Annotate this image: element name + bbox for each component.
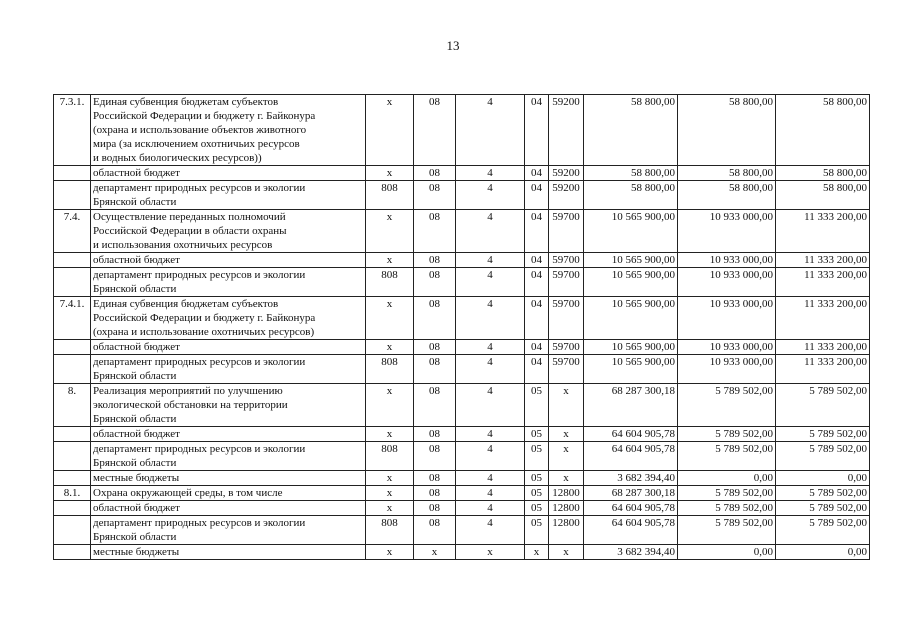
row-number-cell: 8. bbox=[54, 384, 91, 427]
section-code-cell: 08 bbox=[414, 442, 456, 471]
owner-code-cell: x bbox=[366, 471, 414, 486]
section-code-cell: 08 bbox=[414, 486, 456, 501]
item-name-line: мира (за исключением охотничьих ресурсов bbox=[93, 138, 300, 150]
row-number-cell bbox=[54, 516, 91, 545]
program-code-cell: 04 bbox=[525, 297, 549, 340]
table-row bbox=[54, 268, 870, 297]
amount-year3-cell: 11 333 200,00 bbox=[776, 297, 870, 340]
subsection-code-cell: 4 bbox=[456, 427, 525, 442]
item-name-cell bbox=[91, 166, 366, 181]
amount-year2-cell: 5 789 502,00 bbox=[678, 486, 776, 501]
owner-code-cell: x bbox=[366, 486, 414, 501]
item-name-line: департамент природных ресурсов и экологии bbox=[93, 517, 306, 529]
item-name-line: Брянской области bbox=[93, 370, 177, 382]
owner-code-cell: 808 bbox=[366, 268, 414, 297]
subsection-code-cell: 4 bbox=[456, 210, 525, 253]
subsection-code-cell: 4 bbox=[456, 355, 525, 384]
item-code-cell: x bbox=[549, 471, 584, 486]
item-name-line: областной бюджет bbox=[93, 502, 180, 514]
amount-year1-cell: 64 604 905,78 bbox=[584, 516, 678, 545]
amount-year3-cell: 11 333 200,00 bbox=[776, 253, 870, 268]
owner-code-cell: x bbox=[366, 253, 414, 268]
row-number-cell bbox=[54, 340, 91, 355]
table-row bbox=[54, 210, 870, 253]
table-row bbox=[54, 516, 870, 545]
page-number: 13 bbox=[446, 38, 460, 53]
item-name-cell bbox=[91, 545, 366, 560]
table-row bbox=[54, 471, 870, 486]
item-name-line: (охрана и использование объектов животного bbox=[93, 124, 307, 136]
amount-year2-cell: 10 933 000,00 bbox=[678, 297, 776, 340]
amount-year3-cell: 0,00 bbox=[776, 471, 870, 486]
item-name-line: департамент природных ресурсов и экологии bbox=[93, 269, 306, 281]
table-row bbox=[54, 166, 870, 181]
table-row bbox=[54, 95, 870, 166]
budget-table-body bbox=[54, 95, 870, 560]
amount-year3-cell: 5 789 502,00 bbox=[776, 501, 870, 516]
amount-year2-cell: 10 933 000,00 bbox=[678, 210, 776, 253]
item-name-cell bbox=[91, 210, 366, 253]
row-number-cell bbox=[54, 268, 91, 297]
table-row bbox=[54, 340, 870, 355]
item-code-cell: 59700 bbox=[549, 297, 584, 340]
item-name-line: Брянской области bbox=[93, 196, 177, 208]
owner-code-cell: 808 bbox=[366, 355, 414, 384]
amount-year2-cell: 10 933 000,00 bbox=[678, 340, 776, 355]
owner-code-cell: x bbox=[366, 501, 414, 516]
table-row bbox=[54, 442, 870, 471]
table-row bbox=[54, 181, 870, 210]
item-name-line: департамент природных ресурсов и экологии bbox=[93, 443, 306, 455]
amount-year1-cell: 10 565 900,00 bbox=[584, 210, 678, 253]
section-code-cell: 08 bbox=[414, 181, 456, 210]
amount-year1-cell: 58 800,00 bbox=[584, 95, 678, 166]
row-number-cell: 7.4.1. bbox=[54, 297, 91, 340]
amount-year3-cell: 5 789 502,00 bbox=[776, 442, 870, 471]
owner-code-cell: x bbox=[366, 427, 414, 442]
item-code-cell: x bbox=[549, 384, 584, 427]
owner-code-cell: 808 bbox=[366, 181, 414, 210]
table-row bbox=[54, 486, 870, 501]
program-code-cell: 04 bbox=[525, 181, 549, 210]
subsection-code-cell: 4 bbox=[456, 486, 525, 501]
program-code-cell: 04 bbox=[525, 355, 549, 384]
amount-year1-cell: 10 565 900,00 bbox=[584, 355, 678, 384]
amount-year1-cell: 64 604 905,78 bbox=[584, 442, 678, 471]
subsection-code-cell: 4 bbox=[456, 384, 525, 427]
table-row bbox=[54, 501, 870, 516]
item-code-cell: 12800 bbox=[549, 501, 584, 516]
table-row bbox=[54, 355, 870, 384]
item-name-line: Российской Федерации и бюджету г. Байконура bbox=[93, 110, 316, 122]
owner-code-cell: x bbox=[366, 340, 414, 355]
row-number-cell bbox=[54, 355, 91, 384]
amount-year2-cell: 10 933 000,00 bbox=[678, 253, 776, 268]
item-name-line: Единая субвенция бюджетам субъектов bbox=[93, 96, 279, 108]
item-name-line: департамент природных ресурсов и экологии bbox=[93, 356, 306, 368]
item-name-line: и водных биологических ресурсов)) bbox=[93, 152, 262, 164]
item-name-cell bbox=[91, 471, 366, 486]
item-name-line: Российской Федерации в области охраны bbox=[93, 225, 287, 237]
program-code-cell: 04 bbox=[525, 95, 549, 166]
amount-year1-cell: 10 565 900,00 bbox=[584, 297, 678, 340]
section-code-cell: 08 bbox=[414, 340, 456, 355]
amount-year2-cell: 58 800,00 bbox=[678, 181, 776, 210]
owner-code-cell: x bbox=[366, 210, 414, 253]
item-name-line: Охрана окружающей среды, в том числе bbox=[93, 487, 283, 499]
amount-year3-cell: 5 789 502,00 bbox=[776, 516, 870, 545]
subsection-code-cell: 4 bbox=[456, 442, 525, 471]
row-number-cell: 8.1. bbox=[54, 486, 91, 501]
item-code-cell: x bbox=[549, 427, 584, 442]
section-code-cell: 08 bbox=[414, 297, 456, 340]
amount-year2-cell: 0,00 bbox=[678, 471, 776, 486]
amount-year3-cell: 11 333 200,00 bbox=[776, 210, 870, 253]
owner-code-cell: x bbox=[366, 95, 414, 166]
amount-year2-cell: 10 933 000,00 bbox=[678, 268, 776, 297]
owner-code-cell: x bbox=[366, 545, 414, 560]
item-code-cell: 59700 bbox=[549, 340, 584, 355]
program-code-cell: 05 bbox=[525, 442, 549, 471]
amount-year2-cell: 5 789 502,00 bbox=[678, 384, 776, 427]
subsection-code-cell: 4 bbox=[456, 297, 525, 340]
row-number-cell: 7.4. bbox=[54, 210, 91, 253]
item-code-cell: x bbox=[549, 442, 584, 471]
amount-year1-cell: 64 604 905,78 bbox=[584, 427, 678, 442]
item-name-cell bbox=[91, 501, 366, 516]
item-name-line: Брянской области bbox=[93, 413, 177, 425]
program-code-cell: 04 bbox=[525, 210, 549, 253]
item-name-line: экологической обстановки на территории bbox=[93, 399, 288, 411]
item-name-line: Брянской области bbox=[93, 531, 177, 543]
item-name-cell bbox=[91, 340, 366, 355]
amount-year3-cell: 58 800,00 bbox=[776, 95, 870, 166]
amount-year2-cell: 58 800,00 bbox=[678, 166, 776, 181]
program-code-cell: 05 bbox=[525, 516, 549, 545]
row-number-cell bbox=[54, 545, 91, 560]
item-name-line: местные бюджеты bbox=[93, 472, 180, 484]
subsection-code-cell: 4 bbox=[456, 501, 525, 516]
section-code-cell: 08 bbox=[414, 384, 456, 427]
program-code-cell: 05 bbox=[525, 471, 549, 486]
program-code-cell: 04 bbox=[525, 166, 549, 181]
item-name-line: местные бюджеты bbox=[93, 546, 180, 558]
item-name-line: областной бюджет bbox=[93, 428, 180, 440]
budget-table bbox=[53, 94, 870, 560]
item-name-cell bbox=[91, 442, 366, 471]
subsection-code-cell: 4 bbox=[456, 268, 525, 297]
amount-year3-cell: 11 333 200,00 bbox=[776, 355, 870, 384]
table-row bbox=[54, 253, 870, 268]
item-name-line: Реализация мероприятий по улучшению bbox=[93, 385, 283, 397]
section-code-cell: 08 bbox=[414, 210, 456, 253]
table-row bbox=[54, 384, 870, 427]
item-name-cell bbox=[91, 427, 366, 442]
item-name-cell bbox=[91, 486, 366, 501]
amount-year1-cell: 3 682 394,40 bbox=[584, 471, 678, 486]
program-code-cell: 04 bbox=[525, 268, 549, 297]
item-code-cell: 59700 bbox=[549, 253, 584, 268]
amount-year2-cell: 10 933 000,00 bbox=[678, 355, 776, 384]
item-code-cell: 12800 bbox=[549, 486, 584, 501]
row-number-cell bbox=[54, 166, 91, 181]
subsection-code-cell: 4 bbox=[456, 516, 525, 545]
item-name-line: Российской Федерации и бюджету г. Байконура bbox=[93, 312, 316, 324]
item-name-cell bbox=[91, 384, 366, 427]
row-number-cell bbox=[54, 501, 91, 516]
program-code-cell: x bbox=[525, 545, 549, 560]
subsection-code-cell: 4 bbox=[456, 253, 525, 268]
amount-year3-cell: 5 789 502,00 bbox=[776, 427, 870, 442]
item-name-line: областной бюджет bbox=[93, 341, 180, 353]
owner-code-cell: 808 bbox=[366, 442, 414, 471]
subsection-code-cell: 4 bbox=[456, 166, 525, 181]
item-name-line: Осуществление переданных полномочий bbox=[93, 211, 286, 223]
program-code-cell: 05 bbox=[525, 486, 549, 501]
amount-year1-cell: 10 565 900,00 bbox=[584, 340, 678, 355]
amount-year3-cell: 5 789 502,00 bbox=[776, 486, 870, 501]
amount-year2-cell: 5 789 502,00 bbox=[678, 442, 776, 471]
item-code-cell: x bbox=[549, 545, 584, 560]
table-row bbox=[54, 427, 870, 442]
section-code-cell: 08 bbox=[414, 268, 456, 297]
owner-code-cell: x bbox=[366, 384, 414, 427]
item-name-cell bbox=[91, 268, 366, 297]
amount-year3-cell: 58 800,00 bbox=[776, 166, 870, 181]
item-name-line: Брянской области bbox=[93, 457, 177, 469]
subsection-code-cell: 4 bbox=[456, 95, 525, 166]
section-code-cell: x bbox=[414, 545, 456, 560]
subsection-code-cell: 4 bbox=[456, 471, 525, 486]
table-row bbox=[54, 545, 870, 560]
table-row bbox=[54, 297, 870, 340]
section-code-cell: 08 bbox=[414, 355, 456, 384]
amount-year3-cell: 58 800,00 bbox=[776, 181, 870, 210]
amount-year1-cell: 3 682 394,40 bbox=[584, 545, 678, 560]
program-code-cell: 05 bbox=[525, 501, 549, 516]
section-code-cell: 08 bbox=[414, 253, 456, 268]
item-code-cell: 59700 bbox=[549, 355, 584, 384]
item-name-line: областной бюджет bbox=[93, 254, 180, 266]
item-code-cell: 59700 bbox=[549, 210, 584, 253]
amount-year1-cell: 58 800,00 bbox=[584, 181, 678, 210]
row-number-cell bbox=[54, 471, 91, 486]
section-code-cell: 08 bbox=[414, 471, 456, 486]
item-code-cell: 59200 bbox=[549, 95, 584, 166]
program-code-cell: 05 bbox=[525, 384, 549, 427]
amount-year2-cell: 5 789 502,00 bbox=[678, 516, 776, 545]
amount-year3-cell: 11 333 200,00 bbox=[776, 340, 870, 355]
item-name-line: (охрана и использование охотничьих ресурсов) bbox=[93, 326, 315, 338]
program-code-cell: 04 bbox=[525, 253, 549, 268]
section-code-cell: 08 bbox=[414, 166, 456, 181]
amount-year3-cell: 0,00 bbox=[776, 545, 870, 560]
amount-year2-cell: 5 789 502,00 bbox=[678, 501, 776, 516]
item-name-cell bbox=[91, 253, 366, 268]
owner-code-cell: x bbox=[366, 166, 414, 181]
item-name-line: Единая субвенция бюджетам субъектов bbox=[93, 298, 279, 310]
amount-year3-cell: 5 789 502,00 bbox=[776, 384, 870, 427]
row-number-cell bbox=[54, 427, 91, 442]
row-number-cell bbox=[54, 442, 91, 471]
item-name-cell bbox=[91, 355, 366, 384]
owner-code-cell: x bbox=[366, 297, 414, 340]
amount-year2-cell: 5 789 502,00 bbox=[678, 427, 776, 442]
row-number-cell: 7.3.1. bbox=[54, 95, 91, 166]
subsection-code-cell: 4 bbox=[456, 340, 525, 355]
item-name-cell bbox=[91, 516, 366, 545]
item-name-line: Брянской области bbox=[93, 283, 177, 295]
item-name-line: областной бюджет bbox=[93, 167, 180, 179]
amount-year2-cell: 58 800,00 bbox=[678, 95, 776, 166]
item-code-cell: 59200 bbox=[549, 166, 584, 181]
item-name-line: и использования охотничьих ресурсов bbox=[93, 239, 273, 251]
amount-year1-cell: 68 287 300,18 bbox=[584, 384, 678, 427]
item-name-cell bbox=[91, 297, 366, 340]
owner-code-cell: 808 bbox=[366, 516, 414, 545]
section-code-cell: 08 bbox=[414, 501, 456, 516]
item-name-cell bbox=[91, 95, 366, 166]
item-code-cell: 59200 bbox=[549, 181, 584, 210]
amount-year1-cell: 10 565 900,00 bbox=[584, 253, 678, 268]
item-name-line: департамент природных ресурсов и экологии bbox=[93, 182, 306, 194]
row-number-cell bbox=[54, 181, 91, 210]
amount-year3-cell: 11 333 200,00 bbox=[776, 268, 870, 297]
program-code-cell: 04 bbox=[525, 340, 549, 355]
section-code-cell: 08 bbox=[414, 95, 456, 166]
amount-year1-cell: 64 604 905,78 bbox=[584, 501, 678, 516]
item-name-cell bbox=[91, 181, 366, 210]
amount-year1-cell: 58 800,00 bbox=[584, 166, 678, 181]
subsection-code-cell: 4 bbox=[456, 181, 525, 210]
row-number-cell bbox=[54, 253, 91, 268]
item-code-cell: 12800 bbox=[549, 516, 584, 545]
amount-year1-cell: 10 565 900,00 bbox=[584, 268, 678, 297]
section-code-cell: 08 bbox=[414, 516, 456, 545]
amount-year1-cell: 68 287 300,18 bbox=[584, 486, 678, 501]
subsection-code-cell: x bbox=[456, 545, 525, 560]
section-code-cell: 08 bbox=[414, 427, 456, 442]
amount-year2-cell: 0,00 bbox=[678, 545, 776, 560]
item-code-cell: 59700 bbox=[549, 268, 584, 297]
program-code-cell: 05 bbox=[525, 427, 549, 442]
